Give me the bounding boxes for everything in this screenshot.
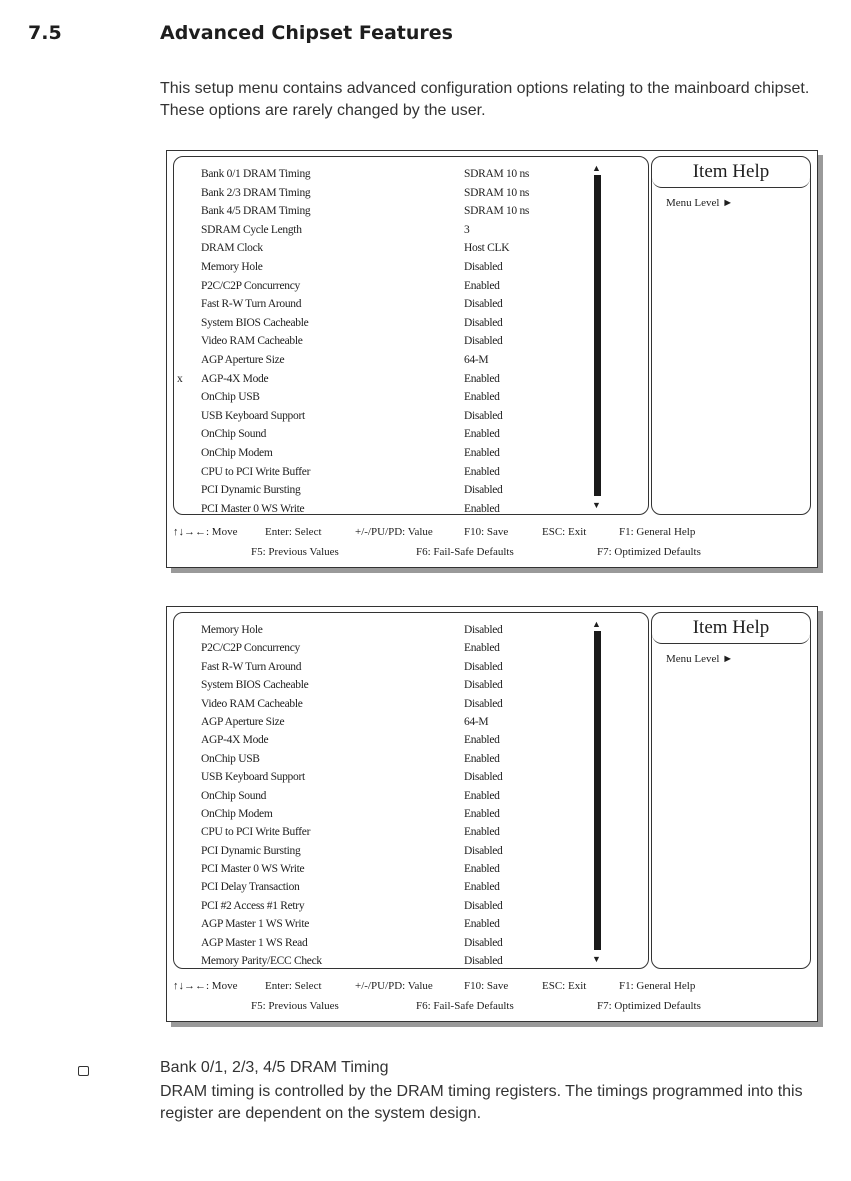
- bios-option-row[interactable]: [174, 678, 594, 696]
- key-exit: ESC: Exit: [542, 526, 587, 538]
- bios-option-row[interactable]: [174, 623, 594, 641]
- option-name: AGP-4X Mode: [201, 734, 269, 747]
- option-name: Bank 0/1 DRAM Timing: [201, 168, 311, 180]
- scroll-up-icon[interactable]: ▲: [592, 163, 601, 173]
- bios-option-row[interactable]: [174, 862, 594, 880]
- option-value[interactable]: 64-M: [464, 353, 489, 366]
- section-intro: This setup menu contains advanced configuration options relating to the mainboard chipset. These options are rarely changed by the user.: [160, 80, 810, 119]
- option-value[interactable]: Enabled: [464, 279, 500, 292]
- option-name: PCI Dynamic Bursting: [201, 844, 301, 857]
- bios-option-row[interactable]: [174, 446, 594, 465]
- option-name: AGP-4X Mode: [201, 372, 269, 385]
- option-name: OnChip Sound: [201, 428, 267, 441]
- menu-level-text: Menu Level ►: [666, 653, 734, 665]
- bios-option-row[interactable]: [174, 204, 594, 223]
- key-move: ↑↓→←: Move: [173, 980, 238, 992]
- option-name: P2C/C2P Concurrency: [201, 642, 300, 655]
- option-value[interactable]: Enabled: [464, 428, 500, 441]
- option-value[interactable]: Enabled: [464, 789, 500, 802]
- option-value[interactable]: Enabled: [464, 502, 500, 515]
- key-move: ↑↓→←: Move: [173, 526, 238, 538]
- bios-menu-panel: [173, 156, 649, 515]
- option-name: Video RAM Cacheable: [201, 697, 303, 710]
- scroll-down-icon[interactable]: ▼: [592, 954, 601, 964]
- option-name: Bank 2/3 DRAM Timing: [201, 186, 311, 199]
- bios-option-row[interactable]: [174, 353, 594, 372]
- option-marker: x: [177, 372, 183, 385]
- bios-screen-1: [166, 150, 818, 568]
- key-legend-row-2: [167, 543, 817, 563]
- bios-menu-list: [174, 167, 594, 520]
- option-value[interactable]: Enabled: [464, 642, 500, 655]
- option-value[interactable]: Disabled: [464, 260, 503, 273]
- item-help-title: Item Help: [652, 157, 810, 188]
- bios-option-row[interactable]: [174, 409, 594, 428]
- option-name: AGP Aperture Size: [201, 353, 285, 366]
- option-value[interactable]: Enabled: [464, 734, 500, 747]
- bios-option-row[interactable]: [174, 279, 594, 298]
- option-name: Bank 4/5 DRAM Timing: [201, 205, 311, 218]
- option-value[interactable]: Disabled: [464, 484, 503, 497]
- bios-option-row[interactable]: [174, 715, 594, 733]
- option-name: PCI Dynamic Bursting: [201, 484, 301, 497]
- key-failsafe: F6: Fail-Safe Defaults: [416, 1000, 514, 1012]
- option-name: USB Keyboard Support: [201, 771, 305, 784]
- bios-option-row[interactable]: [174, 641, 594, 659]
- option-name: CPU to PCI Write Buffer: [201, 465, 311, 478]
- key-help: F1: General Help: [619, 980, 696, 992]
- option-name: PCI Master 0 WS Write: [201, 863, 305, 876]
- key-legend-row-2: [167, 997, 817, 1017]
- item-help-panel: [651, 156, 811, 515]
- bios-option-row[interactable]: [174, 502, 594, 521]
- key-exit: ESC: Exit: [542, 980, 587, 992]
- key-legend-row-1: [167, 523, 817, 543]
- option-value[interactable]: Host CLK: [464, 242, 510, 255]
- key-optimized: F7: Optimized Defaults: [597, 1000, 701, 1012]
- key-enter: Enter: Select: [265, 980, 322, 992]
- option-value[interactable]: Enabled: [464, 752, 500, 765]
- option-value[interactable]: Enabled: [464, 372, 500, 385]
- option-value[interactable]: Disabled: [464, 844, 503, 857]
- bios-option-row[interactable]: [174, 660, 594, 678]
- item-help-panel: [651, 612, 811, 969]
- option-value[interactable]: Disabled: [464, 936, 503, 949]
- item-description: DRAM timing is controlled by the DRAM timing registers. The timings programmed into this register are dependent on the system design.: [160, 1083, 803, 1122]
- option-value[interactable]: 3: [464, 223, 470, 236]
- option-name: Memory Parity/ECC Check: [201, 955, 322, 968]
- option-value[interactable]: Disabled: [464, 316, 503, 329]
- option-name: OnChip Sound: [201, 789, 267, 802]
- option-name: OnChip USB: [201, 391, 260, 404]
- option-name: P2C/C2P Concurrency: [201, 279, 300, 292]
- bios-option-row[interactable]: [174, 697, 594, 715]
- key-help: F1: General Help: [619, 526, 696, 538]
- option-name: Memory Hole: [201, 260, 263, 273]
- key-enter: Enter: Select: [265, 526, 322, 538]
- item-help-title: Item Help: [652, 613, 810, 644]
- key-failsafe: F6: Fail-Safe Defaults: [416, 546, 514, 558]
- bios-option-row[interactable]: [174, 334, 594, 353]
- option-value[interactable]: Disabled: [464, 697, 503, 710]
- bios-option-row[interactable]: [174, 297, 594, 316]
- option-name: AGP Aperture Size: [201, 715, 285, 728]
- scrollbar[interactable]: [594, 631, 601, 950]
- scroll-down-icon[interactable]: ▼: [592, 500, 601, 510]
- option-value[interactable]: Disabled: [464, 335, 503, 348]
- section-number: 7.5: [28, 22, 62, 44]
- option-value[interactable]: Disabled: [464, 899, 503, 912]
- option-value[interactable]: Disabled: [464, 771, 503, 784]
- option-value[interactable]: Enabled: [464, 918, 500, 931]
- key-save: F10: Save: [464, 980, 509, 992]
- option-name: OnChip USB: [201, 752, 260, 765]
- scroll-up-icon[interactable]: ▲: [592, 619, 601, 629]
- option-name: OnChip Modem: [201, 446, 273, 459]
- bios-option-row[interactable]: [174, 372, 594, 391]
- key-optimized: F7: Optimized Defaults: [597, 546, 701, 558]
- bios-option-row[interactable]: [174, 954, 594, 972]
- option-name: OnChip Modem: [201, 807, 273, 820]
- option-value[interactable]: Enabled: [464, 881, 500, 894]
- option-value[interactable]: Enabled: [464, 863, 500, 876]
- option-value[interactable]: Disabled: [464, 955, 503, 968]
- bios-option-row[interactable]: [174, 483, 594, 502]
- key-value: +/-/PU/PD: Value: [355, 526, 433, 538]
- option-name: CPU to PCI Write Buffer: [201, 826, 311, 839]
- option-value[interactable]: Enabled: [464, 465, 500, 478]
- bios-option-row[interactable]: [174, 844, 594, 862]
- bios-screen-2: [166, 606, 818, 1022]
- bullet-icon: [78, 1066, 89, 1076]
- key-legend-row-1: [167, 977, 817, 997]
- bios-option-row[interactable]: [174, 807, 594, 825]
- bios-option-row[interactable]: [174, 241, 594, 260]
- option-name: DRAM Clock: [201, 242, 263, 255]
- option-value[interactable]: SDRAM 10 ns: [464, 205, 530, 218]
- key-value: +/-/PU/PD: Value: [355, 980, 433, 992]
- option-name: Fast R-W Turn Around: [201, 660, 302, 673]
- option-value[interactable]: Disabled: [464, 624, 503, 636]
- menu-level-text: Menu Level ►: [666, 197, 734, 209]
- bios-option-row[interactable]: [174, 316, 594, 335]
- scrollbar[interactable]: [594, 175, 601, 496]
- key-previous: F5: Previous Values: [251, 1000, 339, 1012]
- option-value[interactable]: Disabled: [464, 660, 503, 673]
- option-value[interactable]: Enabled: [464, 391, 500, 404]
- option-name: PCI Delay Transaction: [201, 881, 300, 894]
- bios-option-row[interactable]: [174, 223, 594, 242]
- bios-option-row[interactable]: [174, 167, 594, 186]
- option-name: USB Keyboard Support: [201, 409, 305, 422]
- bios-option-row[interactable]: [174, 825, 594, 843]
- option-name: System BIOS Cacheable: [201, 679, 309, 692]
- bios-option-row[interactable]: [174, 752, 594, 770]
- section-title: Advanced Chipset Features: [160, 22, 453, 44]
- bios-option-row[interactable]: [174, 917, 594, 935]
- option-value[interactable]: Enabled: [464, 807, 500, 820]
- item-title: Bank 0/1, 2/3, 4/5 DRAM Timing: [160, 1059, 389, 1076]
- bios-menu-list: [174, 623, 594, 972]
- option-value[interactable]: SDRAM 10 ns: [464, 186, 530, 199]
- option-name: Fast R-W Turn Around: [201, 298, 302, 311]
- option-name: Memory Hole: [201, 624, 263, 636]
- option-value[interactable]: Disabled: [464, 409, 503, 422]
- option-name: SDRAM Cycle Length: [201, 223, 302, 236]
- option-value[interactable]: Disabled: [464, 679, 503, 692]
- option-value[interactable]: SDRAM 10 ns: [464, 168, 530, 180]
- option-name: AGP Master 1 WS Read: [201, 936, 308, 949]
- bios-option-row[interactable]: [174, 789, 594, 807]
- bios-menu-panel: [173, 612, 649, 969]
- bios-option-row[interactable]: [174, 899, 594, 917]
- key-save: F10: Save: [464, 526, 509, 538]
- bios-option-row[interactable]: [174, 390, 594, 409]
- key-previous: F5: Previous Values: [251, 546, 339, 558]
- option-value[interactable]: Enabled: [464, 446, 500, 459]
- bios-option-row[interactable]: [174, 880, 594, 898]
- option-value[interactable]: Enabled: [464, 826, 500, 839]
- option-value[interactable]: Disabled: [464, 298, 503, 311]
- bios-option-row[interactable]: [174, 733, 594, 751]
- option-name: System BIOS Cacheable: [201, 316, 309, 329]
- option-name: PCI Master 0 WS Write: [201, 502, 305, 515]
- bios-option-row[interactable]: [174, 186, 594, 205]
- bios-option-row[interactable]: [174, 260, 594, 279]
- bios-option-row[interactable]: [174, 465, 594, 484]
- option-name: PCI #2 Access #1 Retry: [201, 899, 305, 912]
- bios-option-row[interactable]: [174, 936, 594, 954]
- option-name: AGP Master 1 WS Write: [201, 918, 310, 931]
- bios-option-row[interactable]: [174, 427, 594, 446]
- option-name: Video RAM Cacheable: [201, 335, 303, 348]
- bios-option-row[interactable]: [174, 770, 594, 788]
- option-value[interactable]: 64-M: [464, 715, 489, 728]
